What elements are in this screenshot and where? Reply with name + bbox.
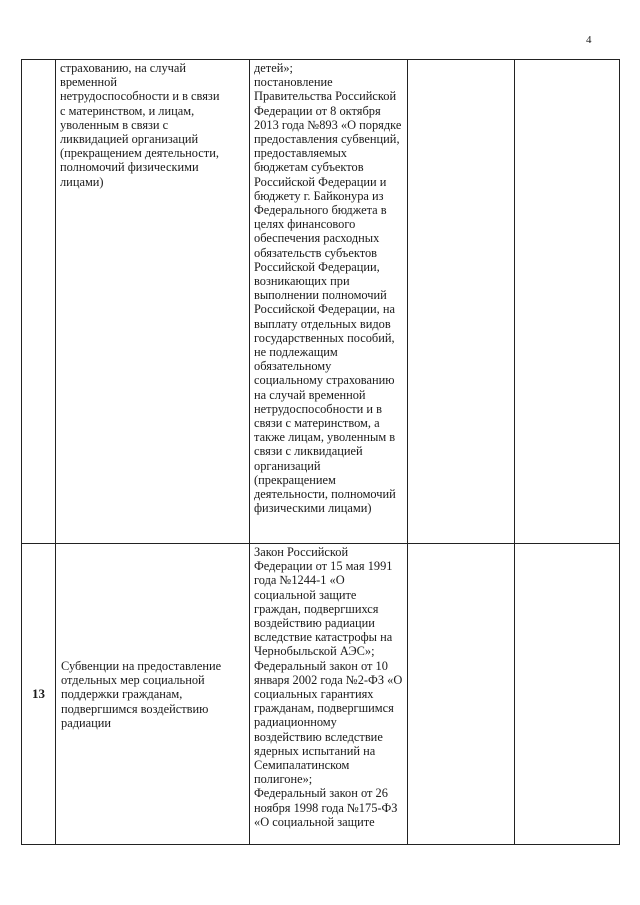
subvention-name-cell [56,544,250,845]
subvention-name: Субвенции на предоставление отдельных мер социальной поддержки гражданам, подвергшимся воздействию радиации [61,658,222,730]
column-5-cell [515,60,620,544]
row-number: 13 [32,686,45,701]
subventions-table [21,59,620,845]
table-row [22,60,620,544]
legal-basis-cell [250,60,408,544]
row-number-cell [22,60,56,544]
legal-basis: Закон Российской Федерации от 15 мая 1991 года №1244-1 «О социальной защите граждан, подвергшихся воздействию радиации вследствие катастрофы на Чернобыльской АЭС»; Федеральный закон от 10 января 2002 года №2-ФЗ «О социальных гарантиях гражданам, подвергшимся радиационному воздействию вследствие ядерных испытаний на Семипалатинском полигоне»; Федеральный закон от 26 ноября 1998 года №175-ФЗ «О социальной защите [254,545,403,829]
row-number-cell [22,544,56,845]
subvention-name: страхованию, на случай временной нетрудоспособности и в связи с материнством, и лицам, уволенным в связи с ликвидацией организаций (прекращением деятельности, полномочий физическими лицами) [60,61,220,189]
table-row [22,544,620,845]
legal-basis: детей»; постановление Правительства Российской Федерации от 8 октября 2013 года №893 «О порядке предоставления субвенций, предоставляемых бюджетам субъектов Российской Федерации и бюджету г. Байконура из Федерального бюджета в целях финансового обеспечения расходных обязательств субъектов Российской Федерации, возникающих при выполнении полномочий Российской Федерации, на выплату отдельных видов государственных пособий, не подлежащим обязательному социальному страхованию на случай временной нетрудоспособности и в связи с материнством, а также лицам, уволенным в связи с ликвидацией организаций (прекращением деятельности, полномочий физическими лицами) [254,61,402,516]
subvention-name-cell [56,60,250,544]
legal-basis-cell [250,544,408,845]
page-number: 4 [586,34,592,46]
column-4-cell [408,544,515,845]
column-5-cell [515,544,620,845]
column-4-cell [408,60,515,544]
